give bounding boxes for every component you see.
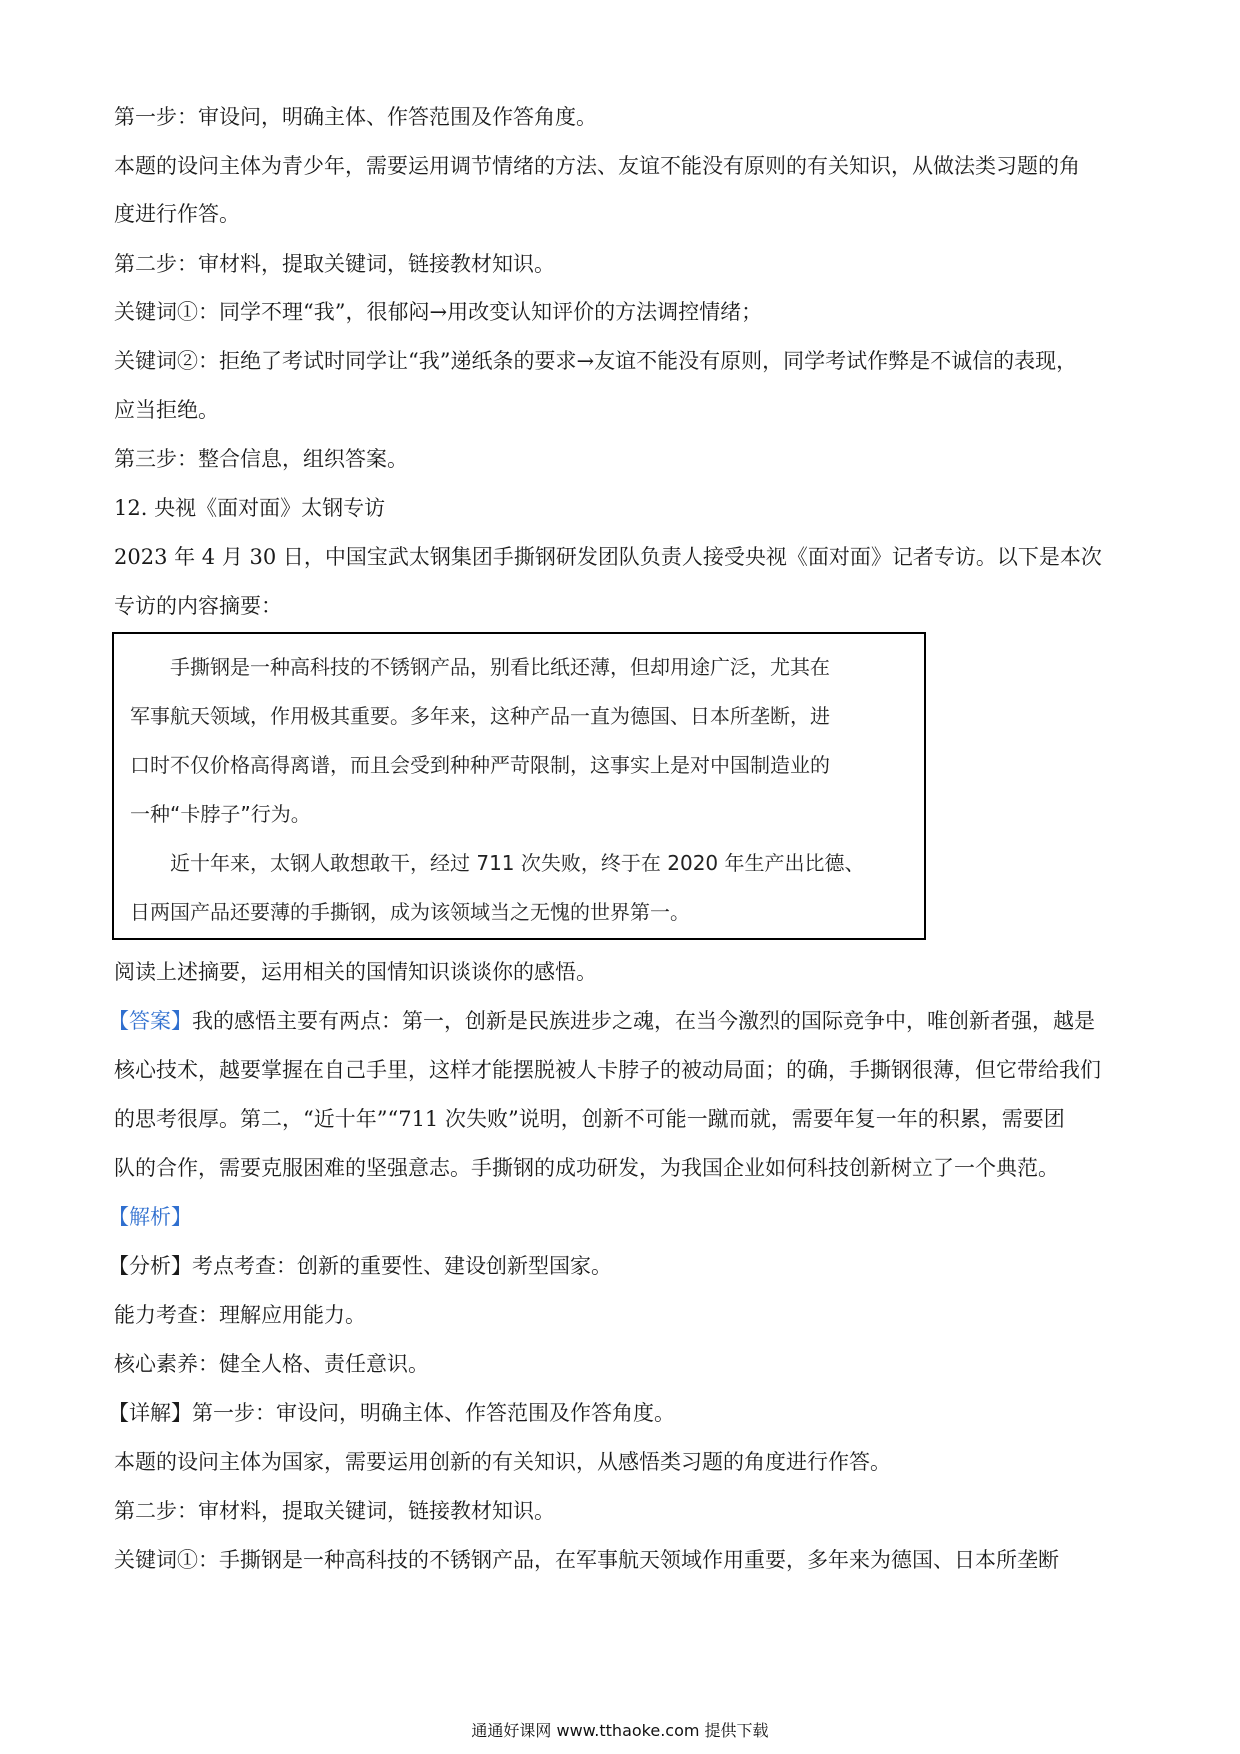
ability-text: 能力考查：理解应用能力。 (114, 1303, 366, 1327)
analysis-step2-text: 第二步：审材料，提取关键词，链接教材知识。 (114, 1499, 555, 1523)
question-title: 12. 央视《面对面》太钢专访 (114, 496, 386, 520)
xiangjie-text: 第一步：审设问，明确主体、作答范围及作答角度。 (192, 1401, 675, 1425)
step3-text: 第三步：整合信息，组织答案。 (114, 447, 408, 471)
analysis-keyword1-text: 关键词①：手撕钢是一种高科技的不锈钢产品，在军事航天领域作用重要，多年来为德国、日本所垄断 (114, 1548, 1059, 1572)
literacy-text: 核心素养：健全人格、责任意识。 (114, 1352, 429, 1376)
answer-label: 【答案】 (108, 1009, 192, 1033)
fenxi-line (108, 1251, 612, 1281)
answer-line2: 核心技术，越要掌握在自己手里，这样才能摆脱被人卡脖子的被动局面；的确，手撕钢很薄，但它带给我们 (114, 1058, 1101, 1082)
analysis-subject-text: 本题的设问主体为国家，需要运用创新的有关知识，从感悟类习题的角度进行作答。 (114, 1450, 891, 1474)
excerpt-line: 军事航天领域，作用极其重要。多年来，这种产品一直为德国、日本所垄断，进 (130, 704, 830, 728)
fenxi-label: 【分析】 (108, 1254, 192, 1278)
step2-text: 第二步：审材料，提取关键词，链接教材知识。 (114, 252, 555, 276)
page-footer: 通通好课网 www.tthaoke.com 提供下载 (471, 1721, 769, 1740)
question-intro-line1: 2023 年 4 月 30 日，中国宝武太钢集团手撕钢研发团队负责人接受央视《面对面》记者专访。以下是本次 (114, 545, 1102, 569)
excerpt-line: 一种“卡脖子”行为。 (130, 802, 311, 826)
excerpt-box (112, 632, 926, 940)
keyword2-text-line2: 应当拒绝。 (114, 398, 219, 422)
excerpt-line: 口时不仅价格高得离谱，而且会受到种种严苛限制，这事实上是对中国制造业的 (130, 753, 830, 777)
analysis-label: 【解析】 (108, 1205, 192, 1229)
keyword2-text-line1: 关键词②：拒绝了考试时同学让“我”递纸条的要求→友谊不能没有原则，同学考试作弊是不诚信的表现， (114, 349, 1078, 373)
fenxi-text: 考点考查：创新的重要性、建设创新型国家。 (192, 1254, 612, 1278)
step1-text: 第一步：审设问，明确主体、作答范围及作答角度。 (114, 105, 597, 129)
answer-line3: 的思考很厚。第二，“近十年”“711 次失败”说明，创新不可能一蹴而就，需要年复一年的积累，需要团 (114, 1107, 1065, 1131)
excerpt-line: 手撕钢是一种高科技的不锈钢产品，别看比纸还薄，但却用途广泛，尤其在 (170, 655, 830, 679)
xiangjie-label: 【详解】 (108, 1401, 192, 1425)
keyword1-text: 关键词①：同学不理“我”，很郁闷→用改变认知评价的方法调控情绪； (114, 300, 763, 324)
excerpt-line: 日两国产品还要薄的手撕钢，成为该领域当之无愧的世界第一。 (130, 900, 690, 924)
xiangjie-line (108, 1398, 675, 1428)
answer-line1 (108, 1006, 1095, 1036)
answer-line4: 队的合作，需要克服困难的坚强意志。手撕钢的成功研发，为我国企业如何科技创新树立了一个典范。 (114, 1156, 1059, 1180)
question-prompt: 阅读上述摘要，运用相关的国情知识谈谈你的感悟。 (114, 960, 597, 984)
excerpt-line: 近十年来，太钢人敢想敢干，经过 711 次失败，终于在 2020 年生产出比德、 (170, 851, 865, 875)
subject-text-line2: 度进行作答。 (114, 202, 240, 226)
subject-text-line1: 本题的设问主体为青少年，需要运用调节情绪的方法、友谊不能没有原则的有关知识，从做法类习题的角 (114, 154, 1080, 178)
question-intro-line2: 专访的内容摘要： (114, 594, 282, 618)
answer-text: 我的感悟主要有两点：第一，创新是民族进步之魂，在当今激烈的国际竞争中，唯创新者强，越是 (192, 1009, 1095, 1033)
